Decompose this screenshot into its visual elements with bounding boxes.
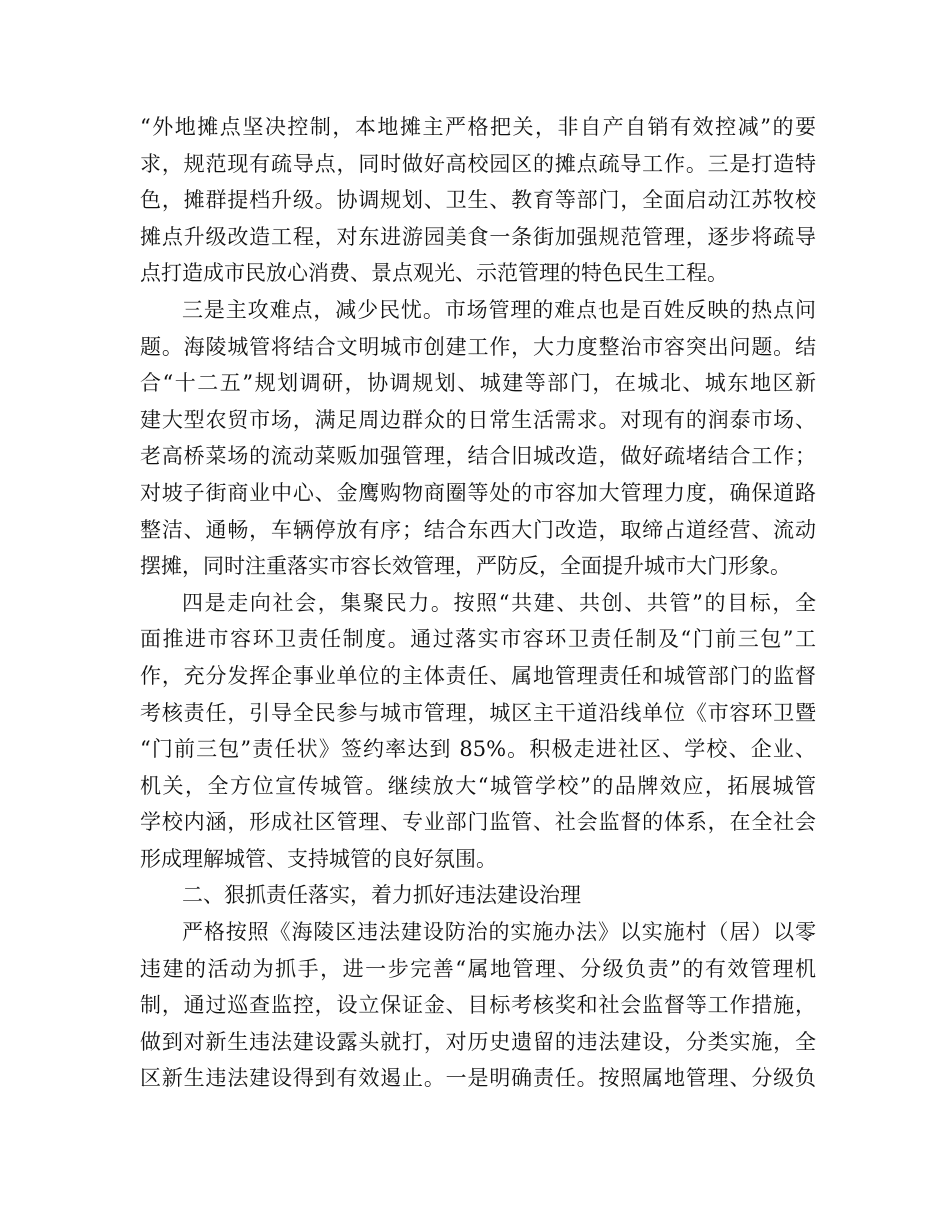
text-line: “门前三包”责任状》签约率达到 85%。积极走进社区、学校、企业、: [140, 737, 816, 762]
text-line: 老高桥菜场的流动菜贩加强管理，结合旧城改造，做好疏堵结合工作；: [140, 444, 816, 469]
text-line: 色，摊群提档升级。协调规划、卫生、教育等部门，全面启动江苏牧校: [140, 188, 816, 213]
text-line: 三是主攻难点，减少民忧。市场管理的难点也是百姓反映的热点问: [182, 297, 816, 322]
text-line: 求，规范现有疏导点，同时做好高校园区的摊点疏导工作。三是打造特: [140, 151, 816, 176]
text-line: 题。海陵城管将结合文明城市创建工作，大力度整治市容突出问题。结: [140, 334, 816, 359]
paragraph-society: [140, 585, 816, 878]
text-line: 摊点升级改造工程，对东进游园美食一条街加强规范管理，逐步将疏导: [140, 224, 816, 249]
heading-line: 二、狠抓责任落实，着力抓好违法建设治理: [182, 883, 581, 908]
text-line: 机关，全方位宣传城管。继续放大“城管学校”的品牌效应，拓展城管: [140, 773, 816, 798]
text-line: 形成理解城管、支持城管的良好氛围。: [140, 846, 497, 871]
text-line: 摆摊，同时注重落实市容长效管理，严防反，全面提升城市大门形象。: [140, 554, 791, 579]
document-body: [140, 109, 816, 1097]
text-line: 四是走向社会，集聚民力。按照“共建、共创、共管”的目标，全: [182, 590, 816, 615]
text-line: 做到对新生违法建设露头就打，对历史遗留的违法建设，分类实施，全: [140, 1029, 816, 1054]
paragraph-difficult-points: [140, 292, 816, 585]
text-line: 区新生违法建设得到有效遏止。一是明确责任。按照属地管理、分级负: [140, 1066, 816, 1091]
text-line: 学校内涵，形成社区管理、专业部门监管、社会监督的体系，在全社会: [140, 810, 816, 835]
text-line: 作，充分发挥企事业单位的主体责任、属地管理责任和城管部门的监督: [140, 663, 816, 688]
text-line: 制，通过巡查监控，设立保证金、目标考核奖和社会监督等工作措施，: [140, 993, 816, 1018]
paragraph-illegal-construction: [140, 914, 816, 1097]
text-line: 对坡子街商业中心、金鹰购物商圈等处的市容加大管理力度，确保道路: [140, 480, 816, 505]
text-line: 面推进市容环卫责任制度。通过落实市容环卫责任制及“门前三包”工: [140, 627, 816, 652]
text-line: 整洁、通畅，车辆停放有序；结合东西大门改造，取缔占道经营、流动: [140, 517, 816, 542]
text-line: 合“十二五”规划调研，协调规划、城建等部门，在城北、城东地区新: [140, 371, 816, 396]
text-line: 严格按照《海陵区违法建设防治的实施办法》以实施村（居）以零: [182, 920, 816, 945]
text-line: 考核责任，引导全民参与城市管理，城区主干道沿线单位《市容环卫暨: [140, 700, 816, 725]
text-line: 建大型农贸市场，满足周边群众的日常生活需求。对现有的润泰市场、: [140, 407, 816, 432]
section-heading: [140, 877, 816, 914]
text-line: 点打造成市民放心消费、景点观光、示范管理的特色民生工程。: [140, 261, 728, 286]
text-line: 违建的活动为抓手，进一步完善“属地管理、分级负责”的有效管理机: [140, 956, 816, 981]
paragraph-continued: [140, 109, 816, 292]
text-line: “外地摊点坚决控制，本地摊主严格把关，非自产自销有效控减”的要: [140, 115, 816, 139]
